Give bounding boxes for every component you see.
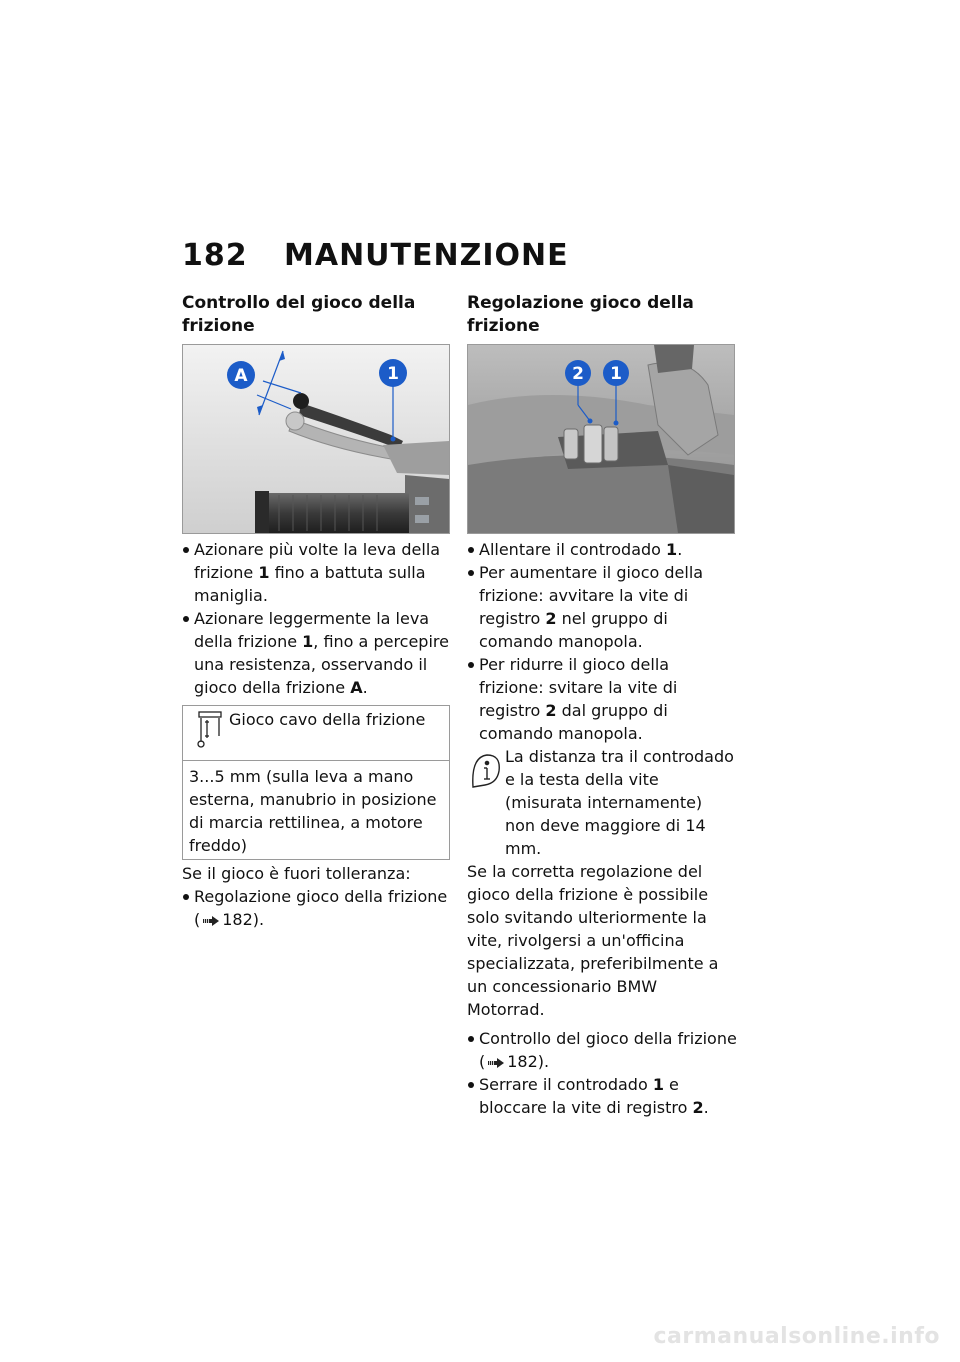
clutch-lever-illustration bbox=[183, 345, 449, 533]
list-item: Serrare il controdado 1 e bloccare la vite di registro 2. bbox=[467, 1073, 737, 1119]
figure-label-1: 1 bbox=[387, 364, 399, 384]
chapter-title: MANUTENZIONE bbox=[284, 238, 569, 273]
page-ref[interactable]: 182 bbox=[507, 1052, 538, 1071]
spec-title: Gioco cavo della frizione bbox=[229, 710, 426, 729]
watermark: carmanualsonline.info bbox=[653, 1324, 940, 1349]
list-item: Azionare leggermente la leva della frizione 1, fino a percepire una resistenza, osservando il gioco della frizione A. bbox=[182, 607, 452, 699]
list-item: Allentare il controdado 1. bbox=[467, 538, 737, 561]
left-column bbox=[182, 292, 452, 931]
figure-label-a: A bbox=[234, 366, 248, 386]
page-ref-arrow-icon bbox=[488, 1057, 504, 1069]
page-number: 182 bbox=[182, 238, 248, 273]
clutch-lever-figure bbox=[182, 344, 450, 534]
info-icon bbox=[467, 749, 505, 793]
figure-label-2: 2 bbox=[572, 364, 584, 384]
list-item: Per aumentare il gioco della frizione: avvitare la vite di registro 2 nel gruppo di comando manopola. bbox=[467, 561, 737, 653]
clutch-adjuster-illustration bbox=[468, 345, 734, 533]
clutch-adjuster-figure bbox=[467, 344, 735, 534]
adjust-steps-list bbox=[467, 538, 737, 745]
after-steps-list bbox=[182, 885, 452, 931]
spec-value: 3...5 mm (sulla leva a mano esterna, manubrio in posizione di marcia rettilinea, a motore freddo) bbox=[189, 767, 437, 855]
list-item: Controllo del gioco della frizione ( 182). bbox=[467, 1027, 737, 1073]
right-column bbox=[467, 292, 737, 1119]
figure-label-1: 1 bbox=[610, 364, 622, 384]
page-header bbox=[182, 238, 569, 273]
final-steps-list bbox=[467, 1027, 737, 1119]
list-item: Azionare più volte la leva della frizione 1 fino a battuta sulla maniglia. bbox=[182, 538, 452, 607]
spec-table bbox=[182, 705, 450, 860]
list-item: Regolazione gioco della frizione ( 182). bbox=[182, 885, 452, 931]
check-steps-list bbox=[182, 538, 452, 699]
spec-header bbox=[183, 706, 449, 761]
info-text: La distanza tra il controdado e la testa della vite (misurata internamente) non deve maggiore di 14 mm. bbox=[505, 747, 734, 858]
clearance-measure-icon bbox=[189, 708, 229, 750]
page-ref-arrow-icon bbox=[203, 915, 219, 927]
list-item: Per ridurre il gioco della frizione: svitare la vite di registro 2 dal gruppo di comando manopola. bbox=[467, 653, 737, 745]
tolerance-text: Se il gioco è fuori tolleranza: bbox=[182, 864, 411, 883]
info-note bbox=[467, 745, 737, 860]
section-title-check: Controllo del gioco della frizione bbox=[182, 293, 416, 336]
workshop-paragraph: Se la corretta regolazione del gioco della frizione è possibile solo svitando ulteriormente la vite, rivolgersi a un'officina specializzata, preferibilmente a un concessionario BMW Motorrad. bbox=[467, 862, 719, 1019]
page-ref[interactable]: 182 bbox=[222, 910, 253, 929]
section-title-adjust: Regolazione gioco della frizione bbox=[467, 293, 694, 336]
